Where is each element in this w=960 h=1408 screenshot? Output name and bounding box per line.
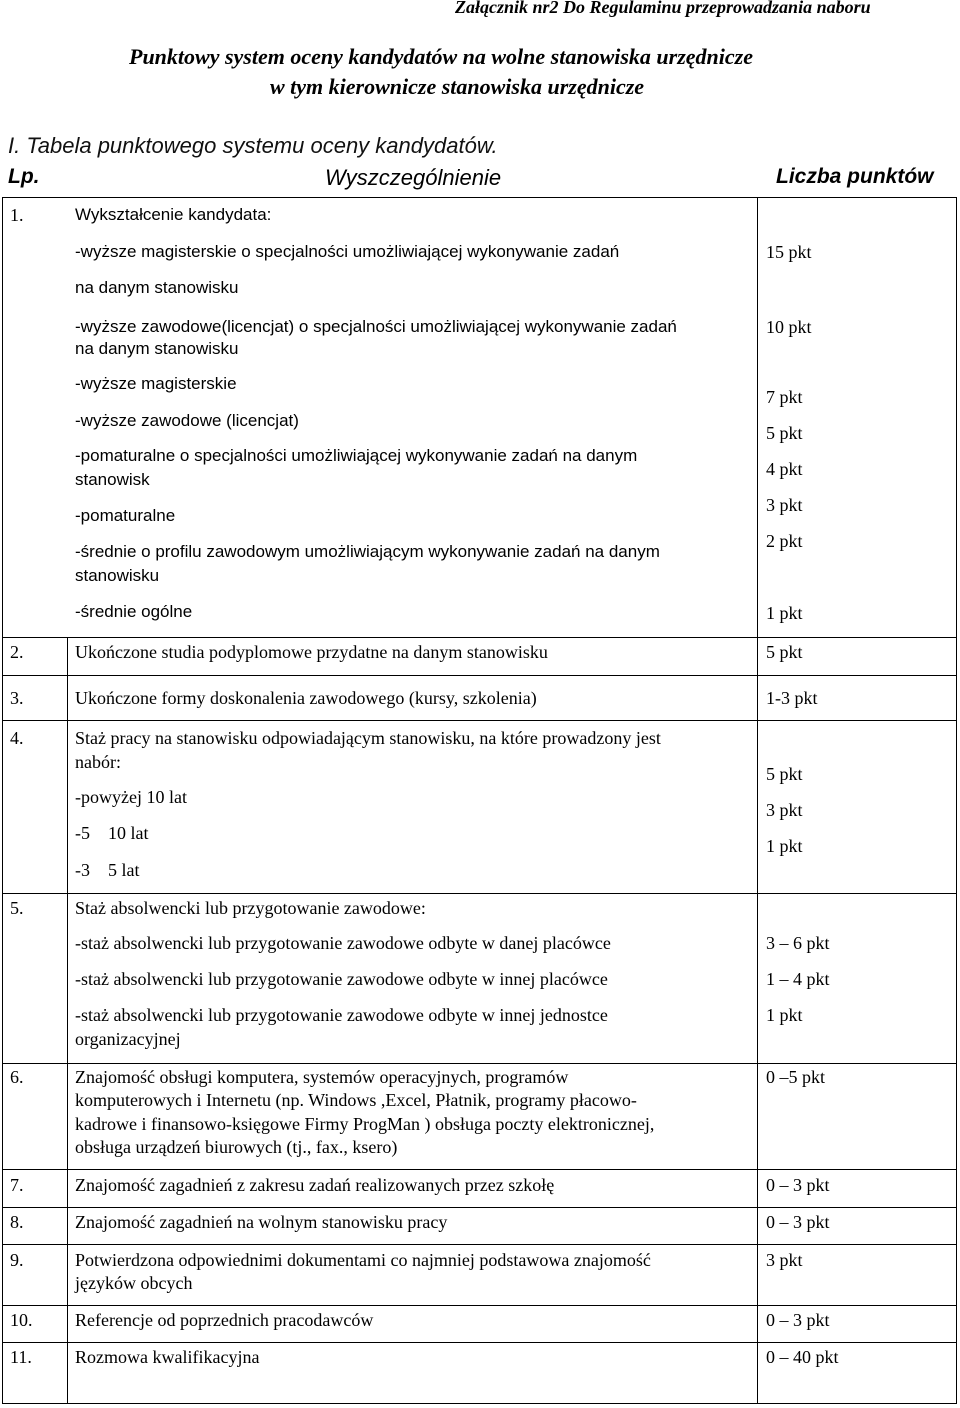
row1-line: -pomaturalne [75, 506, 176, 525]
row1-lp: 1. [10, 205, 24, 225]
row5-line: -staż absolwencki lub przygotowanie zawodowe odbyte w innej placówce [75, 969, 608, 989]
row1-line: -średnie o profilu zawodowym umożliwiającym wykonywanie zadań na danym [75, 542, 660, 561]
row10-text: Referencje od poprzednich pracodawców [75, 1310, 374, 1330]
row4-lp: 4. [10, 728, 24, 748]
row1-line: stanowisku [75, 566, 160, 585]
row10-points: 0 – 3 pkt [766, 1310, 830, 1330]
row1-line: -wyższe magisterskie [75, 374, 237, 393]
row5-lp: 5. [10, 898, 24, 918]
row4-points: 5 pkt [766, 764, 803, 784]
row1-points: 10 pkt [766, 317, 812, 337]
row1-points: 5 pkt [766, 423, 803, 443]
row2-points: 5 pkt [766, 642, 803, 662]
row6-line: Znajomość obsługi komputera, systemów operacyjnych, programów [75, 1067, 569, 1087]
row1-line: na danym stanowisku [75, 339, 239, 358]
row7-points: 0 – 3 pkt [766, 1175, 830, 1195]
row2-text: Ukończone studia podyplomowe przydatne na danym stanowisku [75, 642, 548, 662]
section-heading: I. Tabela punktowego systemu oceny kandydatów. [8, 133, 498, 158]
row1-line: stanowisk [75, 470, 150, 489]
row9-points: 3 pkt [766, 1250, 803, 1270]
row5-points: 3 – 6 pkt [766, 933, 830, 953]
row1-points: 4 pkt [766, 459, 803, 479]
row11-text: Rozmowa kwalifikacyjna [75, 1347, 260, 1367]
header-description: Wyszczególnienie [325, 165, 502, 190]
row1-line: -wyższe magisterskie o specjalności umożliwiającej wykonywanie zadań [75, 242, 620, 261]
row9-line: języków obcych [75, 1273, 193, 1293]
row9-line: Potwierdzona odpowiednimi dokumentami co najmniej podstawowa znajomość [75, 1250, 651, 1270]
row5-line: -staż absolwencki lub przygotowanie zawodowe odbyte w danej placówce [75, 933, 611, 953]
row4-line: -3 5 lat [75, 860, 140, 880]
row1-line: -pomaturalne o specjalności umożliwiającej wykonywanie zadań na danym [75, 446, 638, 465]
row5-line: Staż absolwencki lub przygotowanie zawodowe: [75, 898, 426, 918]
row7-lp: 7. [10, 1175, 24, 1195]
row1-line: -wyższe zawodowe (licencjat) [75, 411, 299, 430]
row4-points: 3 pkt [766, 800, 803, 820]
header-points: Liczba punktów [776, 165, 934, 188]
row1-title: Wykształcenie kandydata: [75, 205, 272, 224]
row7-text: Znajomość zagadnień z zakresu zadań realizowanych przez szkołę [75, 1175, 555, 1195]
header-lp: Lp. [8, 165, 40, 188]
row8-points: 0 – 3 pkt [766, 1212, 830, 1232]
row5-points: 1 pkt [766, 1005, 803, 1025]
row11-points: 0 – 40 pkt [766, 1347, 839, 1367]
row1-line: -średnie ogólne [75, 602, 193, 621]
row1-points: 3 pkt [766, 495, 803, 515]
document-title-line1: Punktowy system oceny kandydatów na wolne stanowiska urzędnicze [129, 44, 753, 69]
row8-lp: 8. [10, 1212, 24, 1232]
row10-lp: 10. [10, 1310, 33, 1330]
row5-line: organizacyjnej [75, 1029, 181, 1049]
row4-line: -powyżej 10 lat [75, 787, 187, 807]
row3-points: 1-3 pkt [766, 688, 818, 708]
row6-points: 0 –5 pkt [766, 1067, 826, 1087]
row3-text: Ukończone formy doskonalenia zawodowego (kursy, szkolenia) [75, 688, 537, 708]
row2-lp: 2. [10, 642, 24, 662]
row1-points: 1 pkt [766, 603, 803, 623]
row4-line: nabór: [75, 752, 121, 772]
row11-lp: 11. [10, 1347, 32, 1367]
row5-line: -staż absolwencki lub przygotowanie zawodowe odbyte w innej jednostce [75, 1005, 608, 1025]
row6-line: obsługa urządzeń biurowych (tj., fax., ksero) [75, 1137, 398, 1157]
row1-points: 2 pkt [766, 531, 803, 551]
row9-lp: 9. [10, 1250, 24, 1270]
row5-points: 1 – 4 pkt [766, 969, 830, 989]
row1-points: 15 pkt [766, 242, 812, 262]
row6-lp: 6. [10, 1067, 24, 1087]
row6-line: komputerowych i Internetu (np. Windows ,Excel, Płatnik, programy płacowo- [75, 1090, 637, 1110]
row1-points: 7 pkt [766, 387, 803, 407]
row4-line: Staż pracy na stanowisku odpowiadającym stanowisku, na które prowadzony jest [75, 728, 661, 748]
row3-lp: 3. [10, 688, 24, 708]
row6-line: kadrowe i finansowo-księgowe Firmy ProgMan ) obsługa poczty elektronicznej, [75, 1114, 655, 1134]
row4-line: -5 10 lat [75, 823, 149, 843]
row8-text: Znajomość zagadnień na wolnym stanowisku pracy [75, 1212, 448, 1232]
document-title-line2: w tym kierownicze stanowiska urzędnicze [270, 74, 645, 99]
row1-line: na danym stanowisku [75, 278, 239, 297]
row1-line: -wyższe zawodowe(licencjat) o specjalności umożliwiającej wykonywanie zadań [75, 317, 677, 336]
row4-points: 1 pkt [766, 836, 803, 856]
attachment-note: Załącznik nr2 Do Regulaminu przeprowadzania naboru [455, 0, 871, 17]
